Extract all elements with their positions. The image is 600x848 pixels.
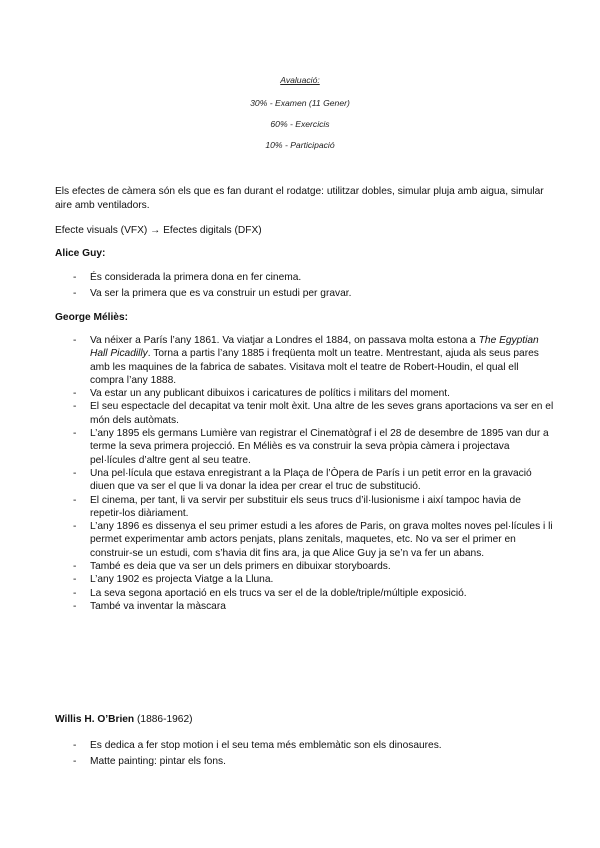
- bullet-dash: -: [73, 587, 77, 599]
- bullet-dash: -: [73, 756, 77, 768]
- bullet-dash: -: [73, 272, 77, 283]
- list-item: - L’any 1895 els germans Lumière van registrar el Cinematògraf i el 28 de desembre de 1895 van dur a terme la seva primera projecció. En Méliès es va construir la seva pròpia càmera i projectava pel·lícules d’altre gent al seu teatre.: [73, 428, 549, 466]
- list-item: - Va estar un any publicant dibuixos i caricatures de polítics i militars del moment.: [73, 388, 450, 400]
- list-item: - El seu espectacle del decapitat va tenir molt èxit. Una altre de les seves grans aportacions va ser en el món dels autòmats.: [73, 401, 554, 426]
- bullet-dash: -: [73, 467, 77, 479]
- evaluation-line-exam: 30% - Examen (11 Gener): [250, 98, 350, 108]
- list-item: - Va néixer a París l’any 1861. Va viatjar a Londres el 1884, on passava molta estona a The Egyptian Hall Picadilly. Torna a partis l’any 1885 i freqüenta molt un teatre. Mentrestant, ajuda als seus pares amb les maquines de la fabrica de sabates. Visitava molt el teatre de Robert-Houdin, el qual ell compra l’any 1888.: [73, 335, 539, 386]
- list-item: - Matte painting: pintar els fons.: [73, 756, 226, 768]
- bullet-dash: -: [73, 388, 77, 400]
- list-item: - És considerada la primera dona en fer cinema.: [73, 272, 302, 283]
- list-item: - Una pel·lícula que estava enregistrant a la Plaça de l’Òpera de París i un petit error en la gravació diuen que va ser el que li va donar la idea per crear el truc de substitució.: [73, 467, 532, 493]
- bullet-dash: -: [73, 561, 77, 573]
- list-item: - Va ser la primera que es va construir un estudi per gravar.: [73, 288, 352, 300]
- list-item: - L’any 1902 es projecta Viatge a la Lluna.: [73, 574, 274, 586]
- list-item: - També es deia que va ser un dels primers en dibuixar storyboards.: [73, 561, 391, 573]
- list-item: - També va inventar la màscara: [73, 600, 226, 612]
- camera-effects-paragraph: Els efectes de càmera són els que es fan durant el rodatge: utilitzar dobles, simular pluja amb aigua, simular aire amb ventiladors.: [55, 186, 544, 212]
- bullet-dash: -: [73, 401, 77, 413]
- alice-guy-heading: Alice Guy:: [55, 248, 106, 259]
- bullet-dash: -: [73, 335, 77, 346]
- list-item: - L’any 1896 es dissenya el seu primer estudi a les afores de Paris, on grava moltes noves pel·lícules i li permet experimentar amb actors penjats, plans zenitals, maquetes, etc. No va ser el primer en construir-se un estudi, com s’havia dit fins ara, ja que Alice Guy ja se’n va fer un abans.: [73, 521, 553, 559]
- vfx-paragraph: Efecte visuals (VFX) → Efectes digitals (DFX): [55, 225, 262, 236]
- evaluation-line-participation: 10% - Participació: [265, 140, 335, 150]
- alice-guy-list: [55, 271, 555, 301]
- bullet-dash: -: [73, 288, 77, 300]
- melies-heading: George Méliès:: [55, 312, 129, 323]
- list-item: - El cinema, per tant, li va servir per substituir els seus trucs d’il·lusionisme i així tampoc havia de repetir-los diàriament.: [73, 494, 521, 519]
- list-item: - Es dedica a fer stop motion i el seu tema més emblemàtic son els dinosaures.: [73, 740, 442, 751]
- obrien-heading: Willis H. O’Brien (1886-1962): [55, 714, 193, 725]
- melies-list: [55, 334, 555, 613]
- bullet-dash: -: [73, 494, 77, 506]
- bullet-dash: -: [73, 574, 77, 586]
- bullet-dash: -: [73, 740, 77, 751]
- evaluation-title: Avaluació:: [280, 75, 320, 85]
- bullet-dash: -: [73, 521, 77, 533]
- bullet-dash: -: [73, 600, 77, 612]
- obrien-list: [55, 739, 555, 769]
- list-item: - La seva segona aportació en els trucs va ser el de la doble/triple/múltiple exposició.: [73, 587, 467, 599]
- bullet-dash: -: [73, 428, 77, 440]
- evaluation-line-exercises: 60% - Exercicis: [270, 119, 330, 129]
- obrien-years: (1886-1962): [137, 714, 193, 725]
